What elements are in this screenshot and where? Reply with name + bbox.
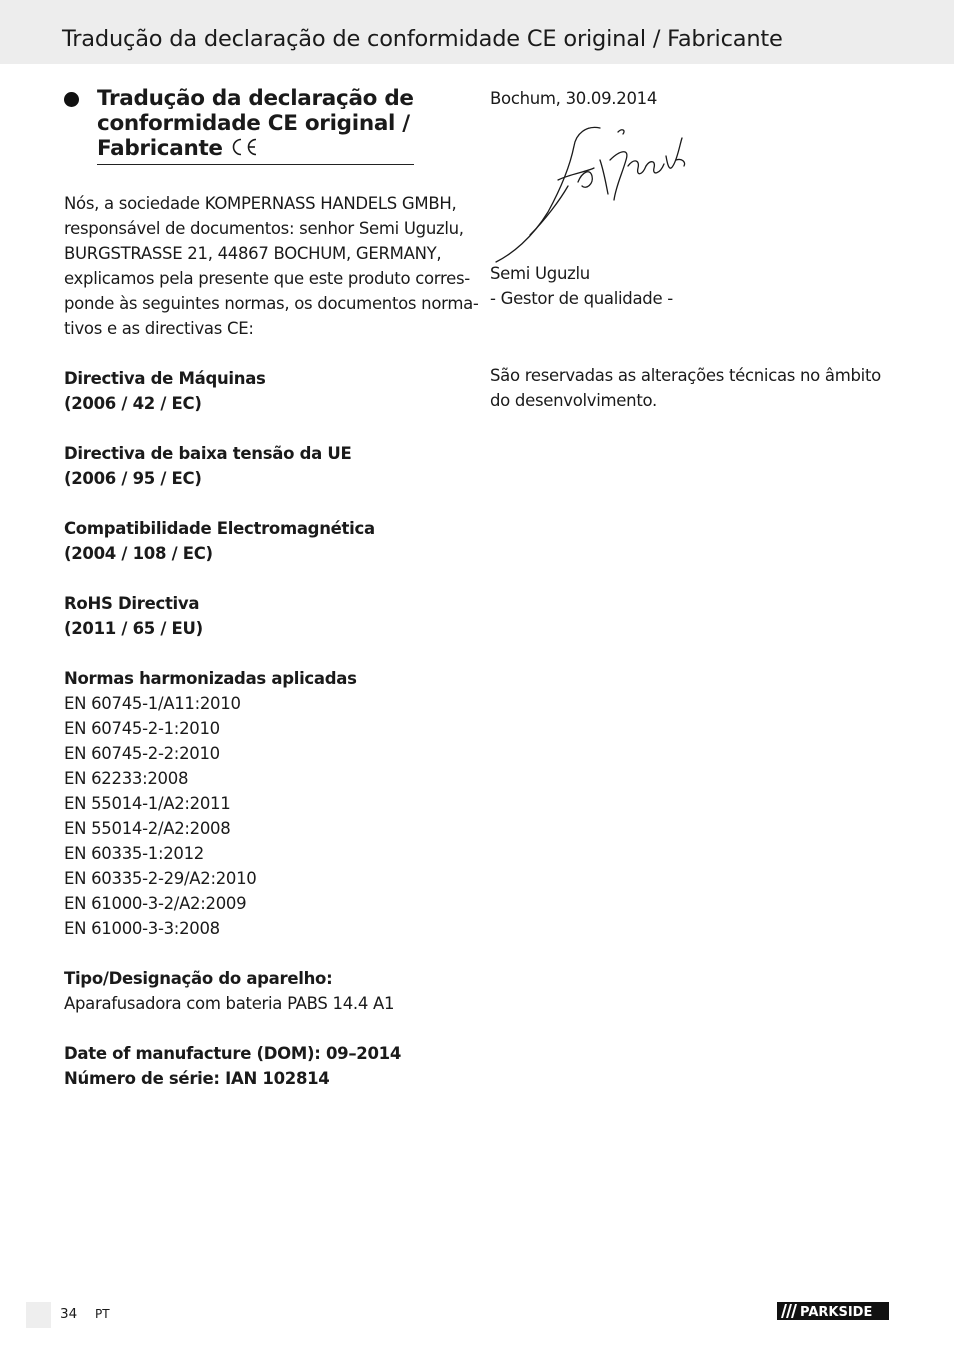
device-designation: Tipo/Designação do aparelho: Aparafusadora com bateria PABS 14.4 A1 <box>64 969 395 1013</box>
directive-rohs: RoHS Directiva (2011 / 65 / EU) <box>64 594 203 638</box>
standards-list: Normas harmonizadas aplicadas EN 60745-1/A11:2010 EN 60745-2-1:2010 EN 60745-2-2:2010 EN 62233:2008 EN 55014-1/A2:2011 EN 55014-2/A2:2008 EN 60335-1:2012 EN 60335-2-29/A2:2010 EN 61000-3-2/A2:2009 EN 61000-3-3:2008 <box>64 666 474 941</box>
list-item: EN 61000-3-3:2008 <box>64 919 220 938</box>
list-item: EN 62233:2008 <box>64 769 189 788</box>
section-title: Tradução da declaração de conformidade CE original / Fabricante <box>97 86 414 165</box>
signer-role: - Gestor de qualidade - <box>490 289 673 308</box>
list-item: EN 60745-1/A11:2010 <box>64 694 241 713</box>
svg-text:PARKSIDE: PARKSIDE <box>800 1305 873 1320</box>
parkside-logo <box>777 1302 889 1320</box>
list-item: EN 60745-2-1:2010 <box>64 719 220 738</box>
section-heading <box>64 86 474 165</box>
list-item: EN 55014-2/A2:2008 <box>64 819 231 838</box>
technical-note: São reservadas as alterações técnicas no âmbito do desenvolvimento. <box>490 366 881 410</box>
list-item: EN 55014-1/A2:2011 <box>64 794 231 813</box>
ce-mark-icon <box>229 137 259 163</box>
manufacture-info: Date of manufacture (DOM): 09–2014 Número de série: IAN 102814 <box>64 1044 402 1088</box>
page-number: 34 <box>60 1306 78 1322</box>
list-item: EN 61000-3-2/A2:2009 <box>64 894 247 913</box>
signer-block <box>490 261 673 311</box>
left-column <box>64 86 479 1091</box>
header-title: Tradução da declaração de conformidade CE original / Fabricante <box>62 26 783 52</box>
list-item: EN 60335-2-29/A2:2010 <box>64 869 257 888</box>
signer-name: Semi Uguzlu <box>490 264 590 283</box>
list-item: EN 60745-2-2:2010 <box>64 744 220 763</box>
footer-page-marker <box>26 1302 51 1328</box>
directive-machinery: Directiva de Máquinas (2006 / 42 / EC) <box>64 369 266 413</box>
signature-image <box>490 120 700 265</box>
directive-emc: Compatibilidade Electromagnética (2004 / 108 / EC) <box>64 519 375 563</box>
language-code: PT <box>95 1307 110 1321</box>
place-date: Bochum, 30.09.2014 <box>490 89 658 108</box>
intro-paragraph: Nós, a sociedade KOMPERNASS HANDELS GMBH, responsável de documentos: senhor Semi Uguzlu, BURGSTRASSE 21, 44867 BOCHUM, GERMANY, explicamos pela presente que este produto corres- ponde às seguintes normas, os documentos norma- tivos e as directivas CE: <box>64 194 479 338</box>
list-item: EN 60335-1:2012 <box>64 844 205 863</box>
directive-low-voltage: Directiva de baixa tensão da UE (2006 / 95 / EC) <box>64 444 352 488</box>
bullet-icon <box>64 92 79 107</box>
page-header <box>0 0 954 64</box>
right-column <box>490 86 890 111</box>
